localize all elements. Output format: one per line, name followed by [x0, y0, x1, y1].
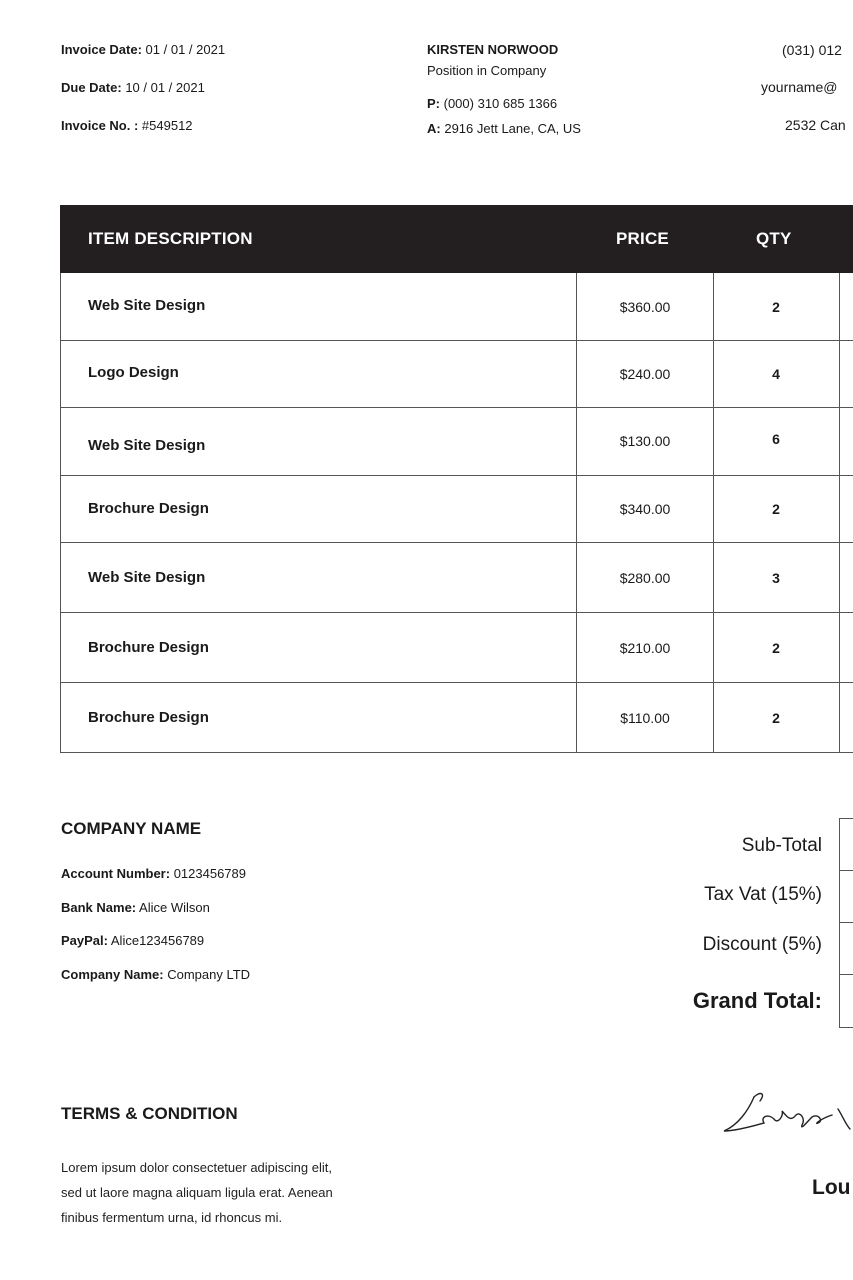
- grand-total-label: Grand Total:: [692, 988, 822, 1013]
- bank-name-value: Alice Wilson: [139, 900, 210, 915]
- column-divider: [713, 273, 714, 340]
- item-price: $340.00: [619, 501, 671, 517]
- subtotal-value-box: [839, 818, 853, 871]
- column-divider: [713, 543, 714, 612]
- terms-line-3: finibus fermentum urna, id rhoncus mi.: [61, 1210, 283, 1225]
- due-date-value: 10 / 01 / 2021: [125, 80, 205, 95]
- column-divider: [576, 613, 577, 682]
- column-divider: [576, 273, 577, 340]
- invoice-date-value: 01 / 01 / 2021: [145, 42, 226, 57]
- item-qty: 2: [772, 501, 780, 517]
- column-divider: [576, 476, 577, 542]
- items-table-header: [60, 205, 853, 273]
- table-row: [60, 476, 853, 543]
- item-qty: 2: [772, 710, 780, 726]
- column-divider: [839, 476, 840, 542]
- account-number-value: 0123456789: [173, 866, 246, 881]
- invoice-number-value: #549512: [141, 118, 193, 133]
- due-date: [61, 80, 205, 95]
- contact-name: KIRSTEN NORWOOD: [427, 42, 559, 57]
- invoice-number: [61, 118, 193, 133]
- item-price: $280.00: [619, 570, 671, 586]
- terms-title: TERMS & CONDITION: [61, 1104, 238, 1123]
- discount-label: Discount (5%): [702, 934, 822, 955]
- column-divider: [713, 613, 714, 682]
- paypal: [61, 933, 204, 948]
- company-phone: (031) 012: [782, 42, 842, 58]
- item-description: Brochure Design: [88, 639, 209, 656]
- terms-line-2: sed ut laore magna aliquam ligula erat. Aenean: [61, 1185, 333, 1200]
- item-description: Web Site Design: [88, 437, 206, 454]
- paypal-label: PayPal:: [61, 933, 108, 948]
- company-email: yourname@: [761, 79, 838, 95]
- item-price: $210.00: [619, 640, 671, 656]
- column-divider: [713, 683, 714, 752]
- item-qty: 4: [772, 366, 780, 382]
- item-price: $240.00: [619, 366, 671, 382]
- company-section-title: COMPANY NAME: [61, 819, 202, 838]
- item-description: Brochure Design: [88, 709, 209, 726]
- item-description: Brochure Design: [88, 500, 209, 517]
- invoice-date: [61, 42, 225, 57]
- invoice-date-label: Invoice Date:: [61, 42, 142, 57]
- due-date-label: Due Date:: [61, 80, 122, 95]
- item-qty: 3: [772, 570, 780, 586]
- contact-position: Position in Company: [427, 63, 547, 78]
- item-description: Web Site Design: [88, 297, 206, 314]
- column-divider: [576, 683, 577, 752]
- tax-label: Tax Vat (15%): [704, 884, 822, 905]
- contact-address-value: 2916 Jett Lane, CA, US: [444, 121, 581, 136]
- contact-address-label: A:: [427, 121, 441, 136]
- account-number-label: Account Number:: [61, 866, 171, 881]
- table-row: [60, 273, 853, 341]
- column-divider: [713, 408, 714, 475]
- header-qty: QTY: [756, 229, 792, 248]
- grand-total-value-box: [839, 974, 853, 1028]
- item-description: Logo Design: [88, 364, 179, 381]
- item-price: $130.00: [619, 433, 671, 449]
- bank-name: [61, 900, 210, 915]
- contact-address: [427, 121, 581, 136]
- item-description: Web Site Design: [88, 569, 206, 586]
- item-price: $110.00: [620, 710, 670, 726]
- table-row: [60, 683, 853, 753]
- column-divider: [839, 408, 840, 475]
- terms-line-1: Lorem ipsum dolor consectetuer adipiscing elit,: [61, 1160, 332, 1175]
- column-divider: [576, 408, 577, 475]
- header-price: PRICE: [616, 229, 669, 248]
- subtotal-label: Sub-Total: [741, 835, 822, 856]
- item-qty: 2: [772, 640, 780, 656]
- contact-phone: [427, 96, 557, 111]
- table-row: [60, 408, 853, 476]
- bank-name-label: Bank Name:: [61, 900, 137, 915]
- column-divider: [839, 341, 840, 407]
- company-name-value: Company LTD: [167, 967, 251, 982]
- contact-phone-label: P:: [427, 96, 440, 111]
- signature-scribble: [720, 1085, 853, 1145]
- signature-image: [720, 1085, 853, 1150]
- company-address: 2532 Can: [785, 117, 846, 133]
- column-divider: [713, 341, 714, 407]
- column-divider: [839, 613, 840, 682]
- item-qty: 6: [772, 431, 780, 447]
- item-qty: 2: [772, 299, 780, 315]
- column-divider: [713, 476, 714, 542]
- company-name: [61, 967, 250, 982]
- items-table: [60, 273, 853, 753]
- invoice-number-label: Invoice No. :: [61, 118, 139, 133]
- table-row: [60, 341, 853, 408]
- discount-value-box: [839, 922, 853, 975]
- table-row: [60, 543, 853, 613]
- paypal-value: Alice123456789: [110, 933, 205, 948]
- column-divider: [576, 543, 577, 612]
- item-price: $360.00: [619, 299, 671, 315]
- column-divider: [839, 273, 840, 340]
- header-description: ITEM DESCRIPTION: [88, 229, 253, 248]
- column-divider: [839, 683, 840, 752]
- column-divider: [839, 543, 840, 612]
- account-number: [61, 866, 246, 881]
- tax-value-box: [839, 870, 853, 923]
- contact-phone-value: (000) 310 685 1366: [443, 96, 558, 111]
- company-name-label: Company Name:: [61, 967, 164, 982]
- column-divider: [576, 341, 577, 407]
- table-row: [60, 613, 853, 683]
- signer-name: Lou: [812, 1176, 851, 1199]
